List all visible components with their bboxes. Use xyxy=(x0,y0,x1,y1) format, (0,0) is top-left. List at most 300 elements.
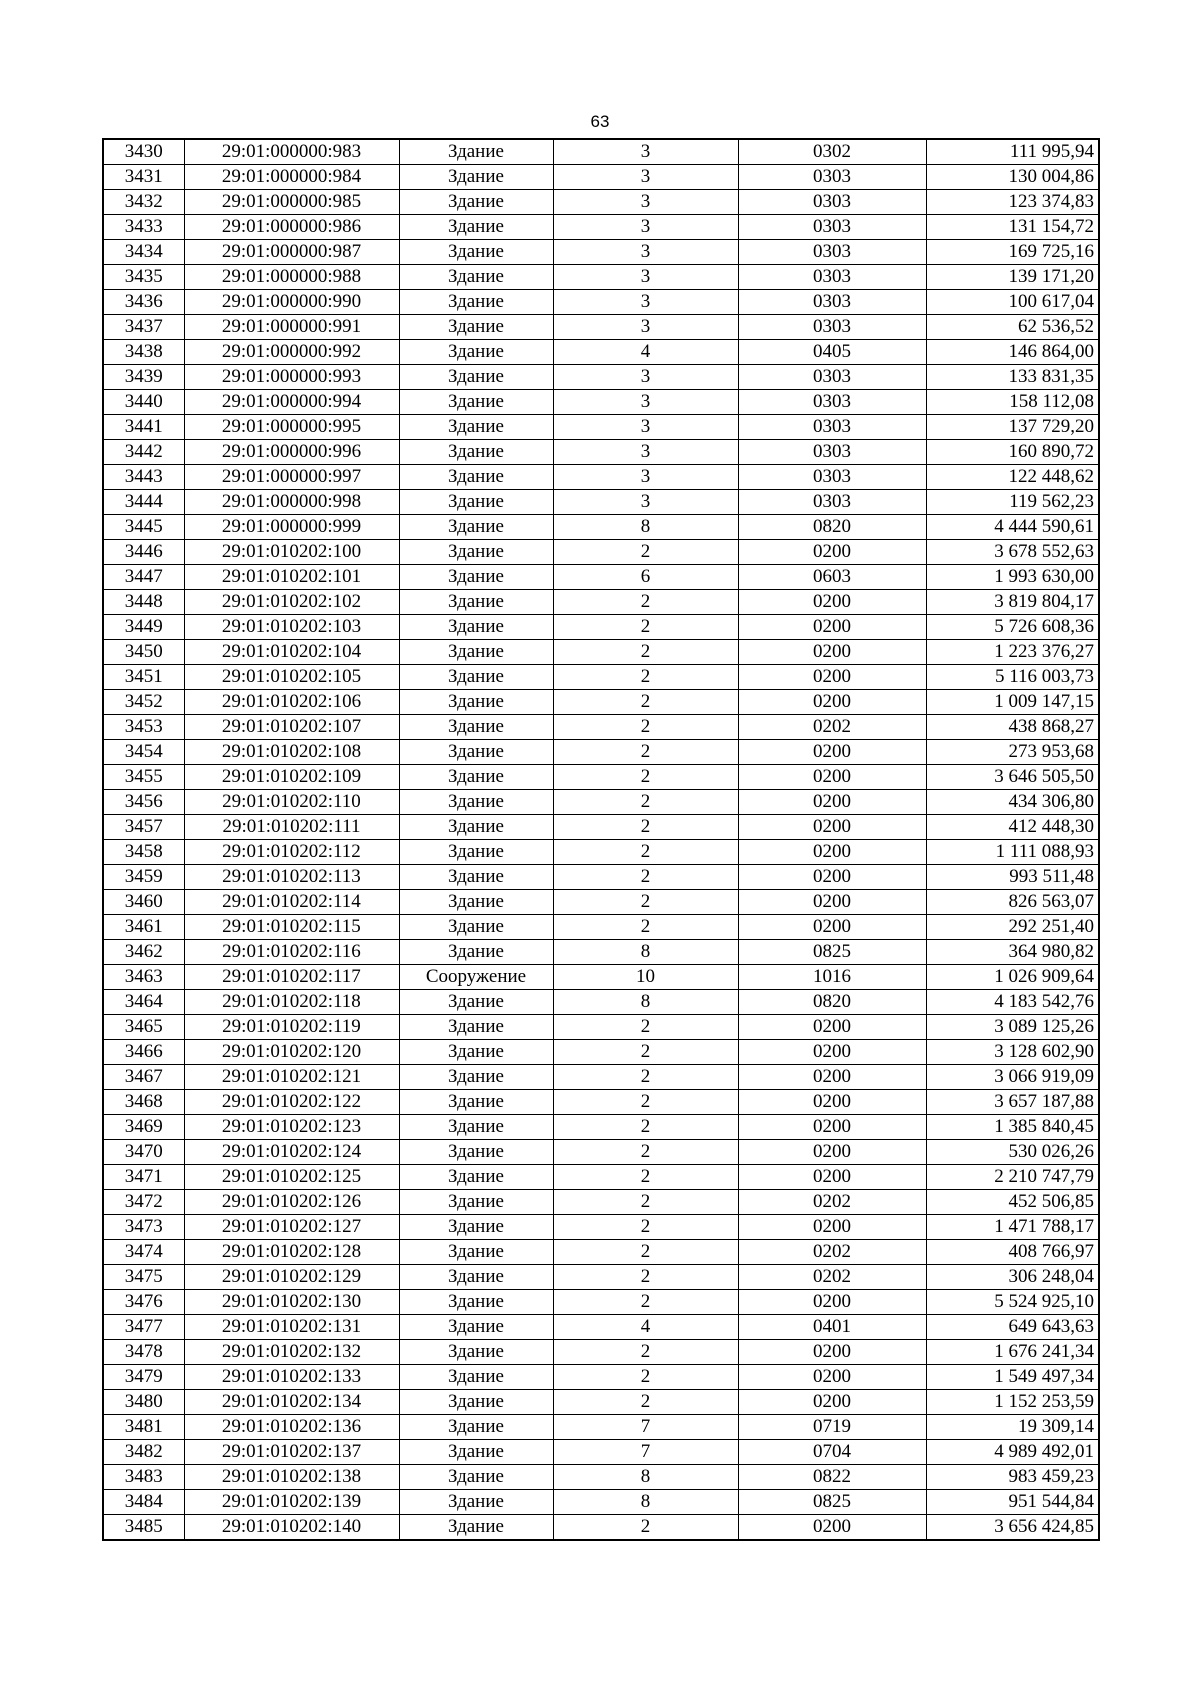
object-type-cell: Здание xyxy=(399,540,553,565)
group-cell: 3 xyxy=(553,465,738,490)
cadastral-number-cell: 29:01:000000:992 xyxy=(184,340,399,365)
group-cell: 2 xyxy=(553,1015,738,1040)
subgroup-code-cell: 0200 xyxy=(738,865,926,890)
cadastral-value-cell: 412 448,30 xyxy=(926,815,1099,840)
group-cell: 3 xyxy=(553,165,738,190)
row-number-cell: 3443 xyxy=(103,465,184,490)
cadastral-value-cell: 408 766,97 xyxy=(926,1240,1099,1265)
subgroup-code-cell: 0200 xyxy=(738,790,926,815)
table-row xyxy=(103,240,1099,265)
group-cell: 2 xyxy=(553,1515,738,1541)
cadastral-value-cell: 137 729,20 xyxy=(926,415,1099,440)
row-number-cell: 3430 xyxy=(103,139,184,165)
subgroup-code-cell: 0200 xyxy=(738,1340,926,1365)
subgroup-code-cell: 0202 xyxy=(738,1265,926,1290)
group-cell: 8 xyxy=(553,1490,738,1515)
cadastral-value-cell: 452 506,85 xyxy=(926,1190,1099,1215)
object-type-cell: Здание xyxy=(399,1340,553,1365)
table-row xyxy=(103,565,1099,590)
cadastral-number-cell: 29:01:010202:107 xyxy=(184,715,399,740)
group-cell: 7 xyxy=(553,1415,738,1440)
subgroup-code-cell: 0200 xyxy=(738,915,926,940)
row-number-cell: 3477 xyxy=(103,1315,184,1340)
group-cell: 2 xyxy=(553,1090,738,1115)
row-number-cell: 3432 xyxy=(103,190,184,215)
cadastral-value-cell: 3 066 919,09 xyxy=(926,1065,1099,1090)
cadastral-number-cell: 29:01:010202:129 xyxy=(184,1265,399,1290)
group-cell: 6 xyxy=(553,565,738,590)
object-type-cell: Здание xyxy=(399,1515,553,1541)
cadastral-number-cell: 29:01:010202:111 xyxy=(184,815,399,840)
subgroup-code-cell: 0719 xyxy=(738,1415,926,1440)
cadastral-value-cell: 131 154,72 xyxy=(926,215,1099,240)
group-cell: 3 xyxy=(553,265,738,290)
row-number-cell: 3440 xyxy=(103,390,184,415)
group-cell: 2 xyxy=(553,740,738,765)
object-type-cell: Здание xyxy=(399,1140,553,1165)
group-cell: 2 xyxy=(553,590,738,615)
table-row xyxy=(103,1240,1099,1265)
cadastral-number-cell: 29:01:000000:987 xyxy=(184,240,399,265)
cadastral-value-cell: 1 111 088,93 xyxy=(926,840,1099,865)
object-type-cell: Здание xyxy=(399,1040,553,1065)
table-row xyxy=(103,1490,1099,1515)
cadastral-value-cell: 4 183 542,76 xyxy=(926,990,1099,1015)
group-cell: 2 xyxy=(553,890,738,915)
table-row xyxy=(103,1215,1099,1240)
row-number-cell: 3434 xyxy=(103,240,184,265)
table-row xyxy=(103,1415,1099,1440)
row-number-cell: 3478 xyxy=(103,1340,184,1365)
object-type-cell: Здание xyxy=(399,490,553,515)
object-type-cell: Здание xyxy=(399,765,553,790)
table-row xyxy=(103,1265,1099,1290)
object-type-cell: Здание xyxy=(399,515,553,540)
cadastral-number-cell: 29:01:010202:131 xyxy=(184,1315,399,1340)
row-number-cell: 3465 xyxy=(103,1015,184,1040)
object-type-cell: Здание xyxy=(399,940,553,965)
table-row xyxy=(103,1390,1099,1415)
cadastral-number-cell: 29:01:010202:104 xyxy=(184,640,399,665)
cadastral-number-cell: 29:01:010202:138 xyxy=(184,1465,399,1490)
cadastral-number-cell: 29:01:000000:994 xyxy=(184,390,399,415)
subgroup-code-cell: 0200 xyxy=(738,1290,926,1315)
group-cell: 2 xyxy=(553,1040,738,1065)
cadastral-value-cell: 1 993 630,00 xyxy=(926,565,1099,590)
group-cell: 2 xyxy=(553,765,738,790)
subgroup-code-cell: 0303 xyxy=(738,390,926,415)
cadastral-number-cell: 29:01:000000:991 xyxy=(184,315,399,340)
subgroup-code-cell: 0303 xyxy=(738,215,926,240)
row-number-cell: 3481 xyxy=(103,1415,184,1440)
object-type-cell: Здание xyxy=(399,990,553,1015)
row-number-cell: 3469 xyxy=(103,1115,184,1140)
object-type-cell: Здание xyxy=(399,215,553,240)
group-cell: 4 xyxy=(553,1315,738,1340)
object-type-cell: Здание xyxy=(399,1465,553,1490)
table-row xyxy=(103,840,1099,865)
cadastral-value-cell: 3 657 187,88 xyxy=(926,1090,1099,1115)
cadastral-value-cell: 111 995,94 xyxy=(926,139,1099,165)
cadastral-value-cell: 19 309,14 xyxy=(926,1415,1099,1440)
row-number-cell: 3466 xyxy=(103,1040,184,1065)
table-row xyxy=(103,1090,1099,1115)
cadastral-number-cell: 29:01:010202:125 xyxy=(184,1165,399,1190)
cadastral-value-cell: 993 511,48 xyxy=(926,865,1099,890)
object-type-cell: Здание xyxy=(399,465,553,490)
object-type-cell: Здание xyxy=(399,590,553,615)
cadastral-value-cell: 1 026 909,64 xyxy=(926,965,1099,990)
row-number-cell: 3485 xyxy=(103,1515,184,1541)
cadastral-value-cell: 139 171,20 xyxy=(926,265,1099,290)
table-row xyxy=(103,1440,1099,1465)
table-row xyxy=(103,1290,1099,1315)
cadastral-number-cell: 29:01:000000:998 xyxy=(184,490,399,515)
cadastral-number-cell: 29:01:000000:999 xyxy=(184,515,399,540)
cadastral-number-cell: 29:01:010202:100 xyxy=(184,540,399,565)
object-type-cell: Здание xyxy=(399,1065,553,1090)
subgroup-code-cell: 0200 xyxy=(738,1090,926,1115)
cadastral-value-cell: 983 459,23 xyxy=(926,1465,1099,1490)
cadastral-value-cell: 434 306,80 xyxy=(926,790,1099,815)
table-row xyxy=(103,640,1099,665)
subgroup-code-cell: 0202 xyxy=(738,715,926,740)
subgroup-code-cell: 0303 xyxy=(738,315,926,340)
subgroup-code-cell: 0200 xyxy=(738,815,926,840)
cadastral-number-cell: 29:01:000000:990 xyxy=(184,290,399,315)
cadastral-number-cell: 29:01:010202:109 xyxy=(184,765,399,790)
object-type-cell: Здание xyxy=(399,165,553,190)
row-number-cell: 3473 xyxy=(103,1215,184,1240)
table-row xyxy=(103,265,1099,290)
object-type-cell: Здание xyxy=(399,740,553,765)
cadastral-number-cell: 29:01:010202:140 xyxy=(184,1515,399,1541)
cadastral-number-cell: 29:01:010202:110 xyxy=(184,790,399,815)
row-number-cell: 3480 xyxy=(103,1390,184,1415)
cadastral-number-cell: 29:01:000000:997 xyxy=(184,465,399,490)
object-type-cell: Здание xyxy=(399,690,553,715)
cadastral-value-cell: 1 471 788,17 xyxy=(926,1215,1099,1240)
row-number-cell: 3462 xyxy=(103,940,184,965)
group-cell: 2 xyxy=(553,1065,738,1090)
cadastral-value-cell: 4 989 492,01 xyxy=(926,1440,1099,1465)
object-type-cell: Здание xyxy=(399,390,553,415)
table-row xyxy=(103,415,1099,440)
cadastral-value-cell: 3 819 804,17 xyxy=(926,590,1099,615)
cadastral-value-cell: 292 251,40 xyxy=(926,915,1099,940)
cadastral-value-cell: 438 868,27 xyxy=(926,715,1099,740)
cadastral-value-table xyxy=(102,138,1100,1541)
subgroup-code-cell: 0200 xyxy=(738,590,926,615)
cadastral-value-cell: 1 009 147,15 xyxy=(926,690,1099,715)
subgroup-code-cell: 0303 xyxy=(738,465,926,490)
row-number-cell: 3446 xyxy=(103,540,184,565)
row-number-cell: 3474 xyxy=(103,1240,184,1265)
subgroup-code-cell: 0603 xyxy=(738,565,926,590)
subgroup-code-cell: 0200 xyxy=(738,740,926,765)
subgroup-code-cell: 0200 xyxy=(738,890,926,915)
table-body xyxy=(103,139,1099,1540)
subgroup-code-cell: 0202 xyxy=(738,1190,926,1215)
cadastral-number-cell: 29:01:000000:995 xyxy=(184,415,399,440)
object-type-cell: Здание xyxy=(399,640,553,665)
cadastral-number-cell: 29:01:010202:117 xyxy=(184,965,399,990)
cadastral-value-cell: 951 544,84 xyxy=(926,1490,1099,1515)
object-type-cell: Здание xyxy=(399,290,553,315)
group-cell: 2 xyxy=(553,690,738,715)
subgroup-code-cell: 0820 xyxy=(738,515,926,540)
cadastral-number-cell: 29:01:010202:137 xyxy=(184,1440,399,1465)
row-number-cell: 3449 xyxy=(103,615,184,640)
cadastral-value-cell: 364 980,82 xyxy=(926,940,1099,965)
cadastral-number-cell: 29:01:000000:983 xyxy=(184,139,399,165)
subgroup-code-cell: 0200 xyxy=(738,1165,926,1190)
group-cell: 2 xyxy=(553,1240,738,1265)
table-row xyxy=(103,440,1099,465)
cadastral-value-cell: 4 444 590,61 xyxy=(926,515,1099,540)
table-row xyxy=(103,740,1099,765)
group-cell: 3 xyxy=(553,315,738,340)
cadastral-value-cell: 5 726 608,36 xyxy=(926,615,1099,640)
row-number-cell: 3435 xyxy=(103,265,184,290)
cadastral-number-cell: 29:01:010202:105 xyxy=(184,665,399,690)
row-number-cell: 3447 xyxy=(103,565,184,590)
object-type-cell: Здание xyxy=(399,1190,553,1215)
cadastral-number-cell: 29:01:010202:102 xyxy=(184,590,399,615)
group-cell: 3 xyxy=(553,415,738,440)
table-row xyxy=(103,1365,1099,1390)
cadastral-number-cell: 29:01:010202:128 xyxy=(184,1240,399,1265)
cadastral-number-cell: 29:01:010202:113 xyxy=(184,865,399,890)
subgroup-code-cell: 0200 xyxy=(738,765,926,790)
table-row xyxy=(103,515,1099,540)
group-cell: 3 xyxy=(553,490,738,515)
table-row xyxy=(103,165,1099,190)
cadastral-value-cell: 1 152 253,59 xyxy=(926,1390,1099,1415)
object-type-cell: Здание xyxy=(399,265,553,290)
cadastral-value-cell: 1 676 241,34 xyxy=(926,1340,1099,1365)
object-type-cell: Здание xyxy=(399,1115,553,1140)
table-row xyxy=(103,490,1099,515)
cadastral-value-cell: 3 646 505,50 xyxy=(926,765,1099,790)
table-row xyxy=(103,665,1099,690)
subgroup-code-cell: 0303 xyxy=(738,365,926,390)
subgroup-code-cell: 0401 xyxy=(738,1315,926,1340)
object-type-cell: Сооружение xyxy=(399,965,553,990)
cadastral-value-cell: 146 864,00 xyxy=(926,340,1099,365)
table-row xyxy=(103,615,1099,640)
subgroup-code-cell: 0303 xyxy=(738,490,926,515)
subgroup-code-cell: 0200 xyxy=(738,1065,926,1090)
subgroup-code-cell: 0200 xyxy=(738,690,926,715)
subgroup-code-cell: 0200 xyxy=(738,540,926,565)
subgroup-code-cell: 0825 xyxy=(738,1490,926,1515)
table-row xyxy=(103,1065,1099,1090)
object-type-cell: Здание xyxy=(399,440,553,465)
subgroup-code-cell: 0200 xyxy=(738,615,926,640)
row-number-cell: 3459 xyxy=(103,865,184,890)
cadastral-number-cell: 29:01:010202:120 xyxy=(184,1040,399,1065)
cadastral-value-cell: 5 524 925,10 xyxy=(926,1290,1099,1315)
subgroup-code-cell: 0200 xyxy=(738,1040,926,1065)
group-cell: 2 xyxy=(553,1265,738,1290)
subgroup-code-cell: 0200 xyxy=(738,1515,926,1541)
subgroup-code-cell: 0200 xyxy=(738,1015,926,1040)
object-type-cell: Здание xyxy=(399,1165,553,1190)
object-type-cell: Здание xyxy=(399,1365,553,1390)
cadastral-value-cell: 123 374,83 xyxy=(926,190,1099,215)
table-row xyxy=(103,340,1099,365)
object-type-cell: Здание xyxy=(399,1215,553,1240)
table-row xyxy=(103,390,1099,415)
group-cell: 3 xyxy=(553,215,738,240)
row-number-cell: 3475 xyxy=(103,1265,184,1290)
table-row xyxy=(103,965,1099,990)
object-type-cell: Здание xyxy=(399,1415,553,1440)
table-row xyxy=(103,865,1099,890)
cadastral-number-cell: 29:01:010202:136 xyxy=(184,1415,399,1440)
group-cell: 2 xyxy=(553,665,738,690)
page-number: 63 xyxy=(590,112,610,131)
object-type-cell: Здание xyxy=(399,1265,553,1290)
table-row xyxy=(103,1165,1099,1190)
cadastral-value-cell: 119 562,23 xyxy=(926,490,1099,515)
cadastral-number-cell: 29:01:000000:993 xyxy=(184,365,399,390)
row-number-cell: 3455 xyxy=(103,765,184,790)
subgroup-code-cell: 0303 xyxy=(738,440,926,465)
row-number-cell: 3439 xyxy=(103,365,184,390)
cadastral-number-cell: 29:01:010202:139 xyxy=(184,1490,399,1515)
table-row xyxy=(103,365,1099,390)
row-number-cell: 3433 xyxy=(103,215,184,240)
row-number-cell: 3431 xyxy=(103,165,184,190)
object-type-cell: Здание xyxy=(399,865,553,890)
table-row xyxy=(103,1340,1099,1365)
object-type-cell: Здание xyxy=(399,1390,553,1415)
subgroup-code-cell: 0200 xyxy=(738,840,926,865)
table-row xyxy=(103,139,1099,165)
group-cell: 3 xyxy=(553,290,738,315)
table-row xyxy=(103,590,1099,615)
object-type-cell: Здание xyxy=(399,890,553,915)
subgroup-code-cell: 0822 xyxy=(738,1465,926,1490)
row-number-cell: 3479 xyxy=(103,1365,184,1390)
group-cell: 2 xyxy=(553,540,738,565)
subgroup-code-cell: 0302 xyxy=(738,139,926,165)
cadastral-number-cell: 29:01:010202:121 xyxy=(184,1065,399,1090)
object-type-cell: Здание xyxy=(399,715,553,740)
group-cell: 8 xyxy=(553,515,738,540)
table-row xyxy=(103,465,1099,490)
cadastral-value-cell: 1 223 376,27 xyxy=(926,640,1099,665)
table-row xyxy=(103,815,1099,840)
cadastral-number-cell: 29:01:010202:132 xyxy=(184,1340,399,1365)
group-cell: 2 xyxy=(553,715,738,740)
table-row xyxy=(103,890,1099,915)
table-row xyxy=(103,940,1099,965)
cadastral-value-cell: 160 890,72 xyxy=(926,440,1099,465)
group-cell: 2 xyxy=(553,1215,738,1240)
object-type-cell: Здание xyxy=(399,1290,553,1315)
table-row xyxy=(103,1115,1099,1140)
object-type-cell: Здание xyxy=(399,415,553,440)
cadastral-value-cell: 530 026,26 xyxy=(926,1140,1099,1165)
row-number-cell: 3467 xyxy=(103,1065,184,1090)
cadastral-number-cell: 29:01:010202:130 xyxy=(184,1290,399,1315)
subgroup-code-cell: 0303 xyxy=(738,190,926,215)
row-number-cell: 3461 xyxy=(103,915,184,940)
group-cell: 2 xyxy=(553,915,738,940)
group-cell: 2 xyxy=(553,865,738,890)
cadastral-number-cell: 29:01:010202:123 xyxy=(184,1115,399,1140)
table-row xyxy=(103,715,1099,740)
group-cell: 2 xyxy=(553,815,738,840)
group-cell: 4 xyxy=(553,340,738,365)
subgroup-code-cell: 0303 xyxy=(738,165,926,190)
cadastral-number-cell: 29:01:010202:124 xyxy=(184,1140,399,1165)
row-number-cell: 3445 xyxy=(103,515,184,540)
cadastral-number-cell: 29:01:010202:127 xyxy=(184,1215,399,1240)
row-number-cell: 3456 xyxy=(103,790,184,815)
cadastral-value-cell: 826 563,07 xyxy=(926,890,1099,915)
row-number-cell: 3483 xyxy=(103,1465,184,1490)
row-number-cell: 3468 xyxy=(103,1090,184,1115)
object-type-cell: Здание xyxy=(399,139,553,165)
group-cell: 8 xyxy=(553,1465,738,1490)
group-cell: 2 xyxy=(553,1140,738,1165)
cadastral-value-cell: 1 385 840,45 xyxy=(926,1115,1099,1140)
group-cell: 2 xyxy=(553,840,738,865)
subgroup-code-cell: 0303 xyxy=(738,415,926,440)
group-cell: 2 xyxy=(553,1115,738,1140)
table-row xyxy=(103,190,1099,215)
object-type-cell: Здание xyxy=(399,1440,553,1465)
group-cell: 3 xyxy=(553,440,738,465)
cadastral-number-cell: 29:01:010202:112 xyxy=(184,840,399,865)
subgroup-code-cell: 0405 xyxy=(738,340,926,365)
cadastral-value-cell: 649 643,63 xyxy=(926,1315,1099,1340)
row-number-cell: 3471 xyxy=(103,1165,184,1190)
subgroup-code-cell: 0200 xyxy=(738,640,926,665)
table-row xyxy=(103,915,1099,940)
group-cell: 2 xyxy=(553,1340,738,1365)
row-number-cell: 3452 xyxy=(103,690,184,715)
subgroup-code-cell: 0200 xyxy=(738,1140,926,1165)
subgroup-code-cell: 0825 xyxy=(738,940,926,965)
cadastral-number-cell: 29:01:010202:114 xyxy=(184,890,399,915)
row-number-cell: 3472 xyxy=(103,1190,184,1215)
cadastral-number-cell: 29:01:010202:108 xyxy=(184,740,399,765)
cadastral-value-cell: 3 656 424,85 xyxy=(926,1515,1099,1541)
group-cell: 3 xyxy=(553,190,738,215)
table-row xyxy=(103,1315,1099,1340)
cadastral-value-cell: 3 128 602,90 xyxy=(926,1040,1099,1065)
group-cell: 10 xyxy=(553,965,738,990)
table-row xyxy=(103,790,1099,815)
subgroup-code-cell: 0303 xyxy=(738,265,926,290)
subgroup-code-cell: 0200 xyxy=(738,1215,926,1240)
cadastral-value-cell: 3 089 125,26 xyxy=(926,1015,1099,1040)
cadastral-value-cell: 3 678 552,63 xyxy=(926,540,1099,565)
object-type-cell: Здание xyxy=(399,1015,553,1040)
table-row xyxy=(103,765,1099,790)
subgroup-code-cell: 0820 xyxy=(738,990,926,1015)
row-number-cell: 3441 xyxy=(103,415,184,440)
group-cell: 2 xyxy=(553,640,738,665)
object-type-cell: Здание xyxy=(399,1315,553,1340)
object-type-cell: Здание xyxy=(399,365,553,390)
subgroup-code-cell: 0303 xyxy=(738,290,926,315)
